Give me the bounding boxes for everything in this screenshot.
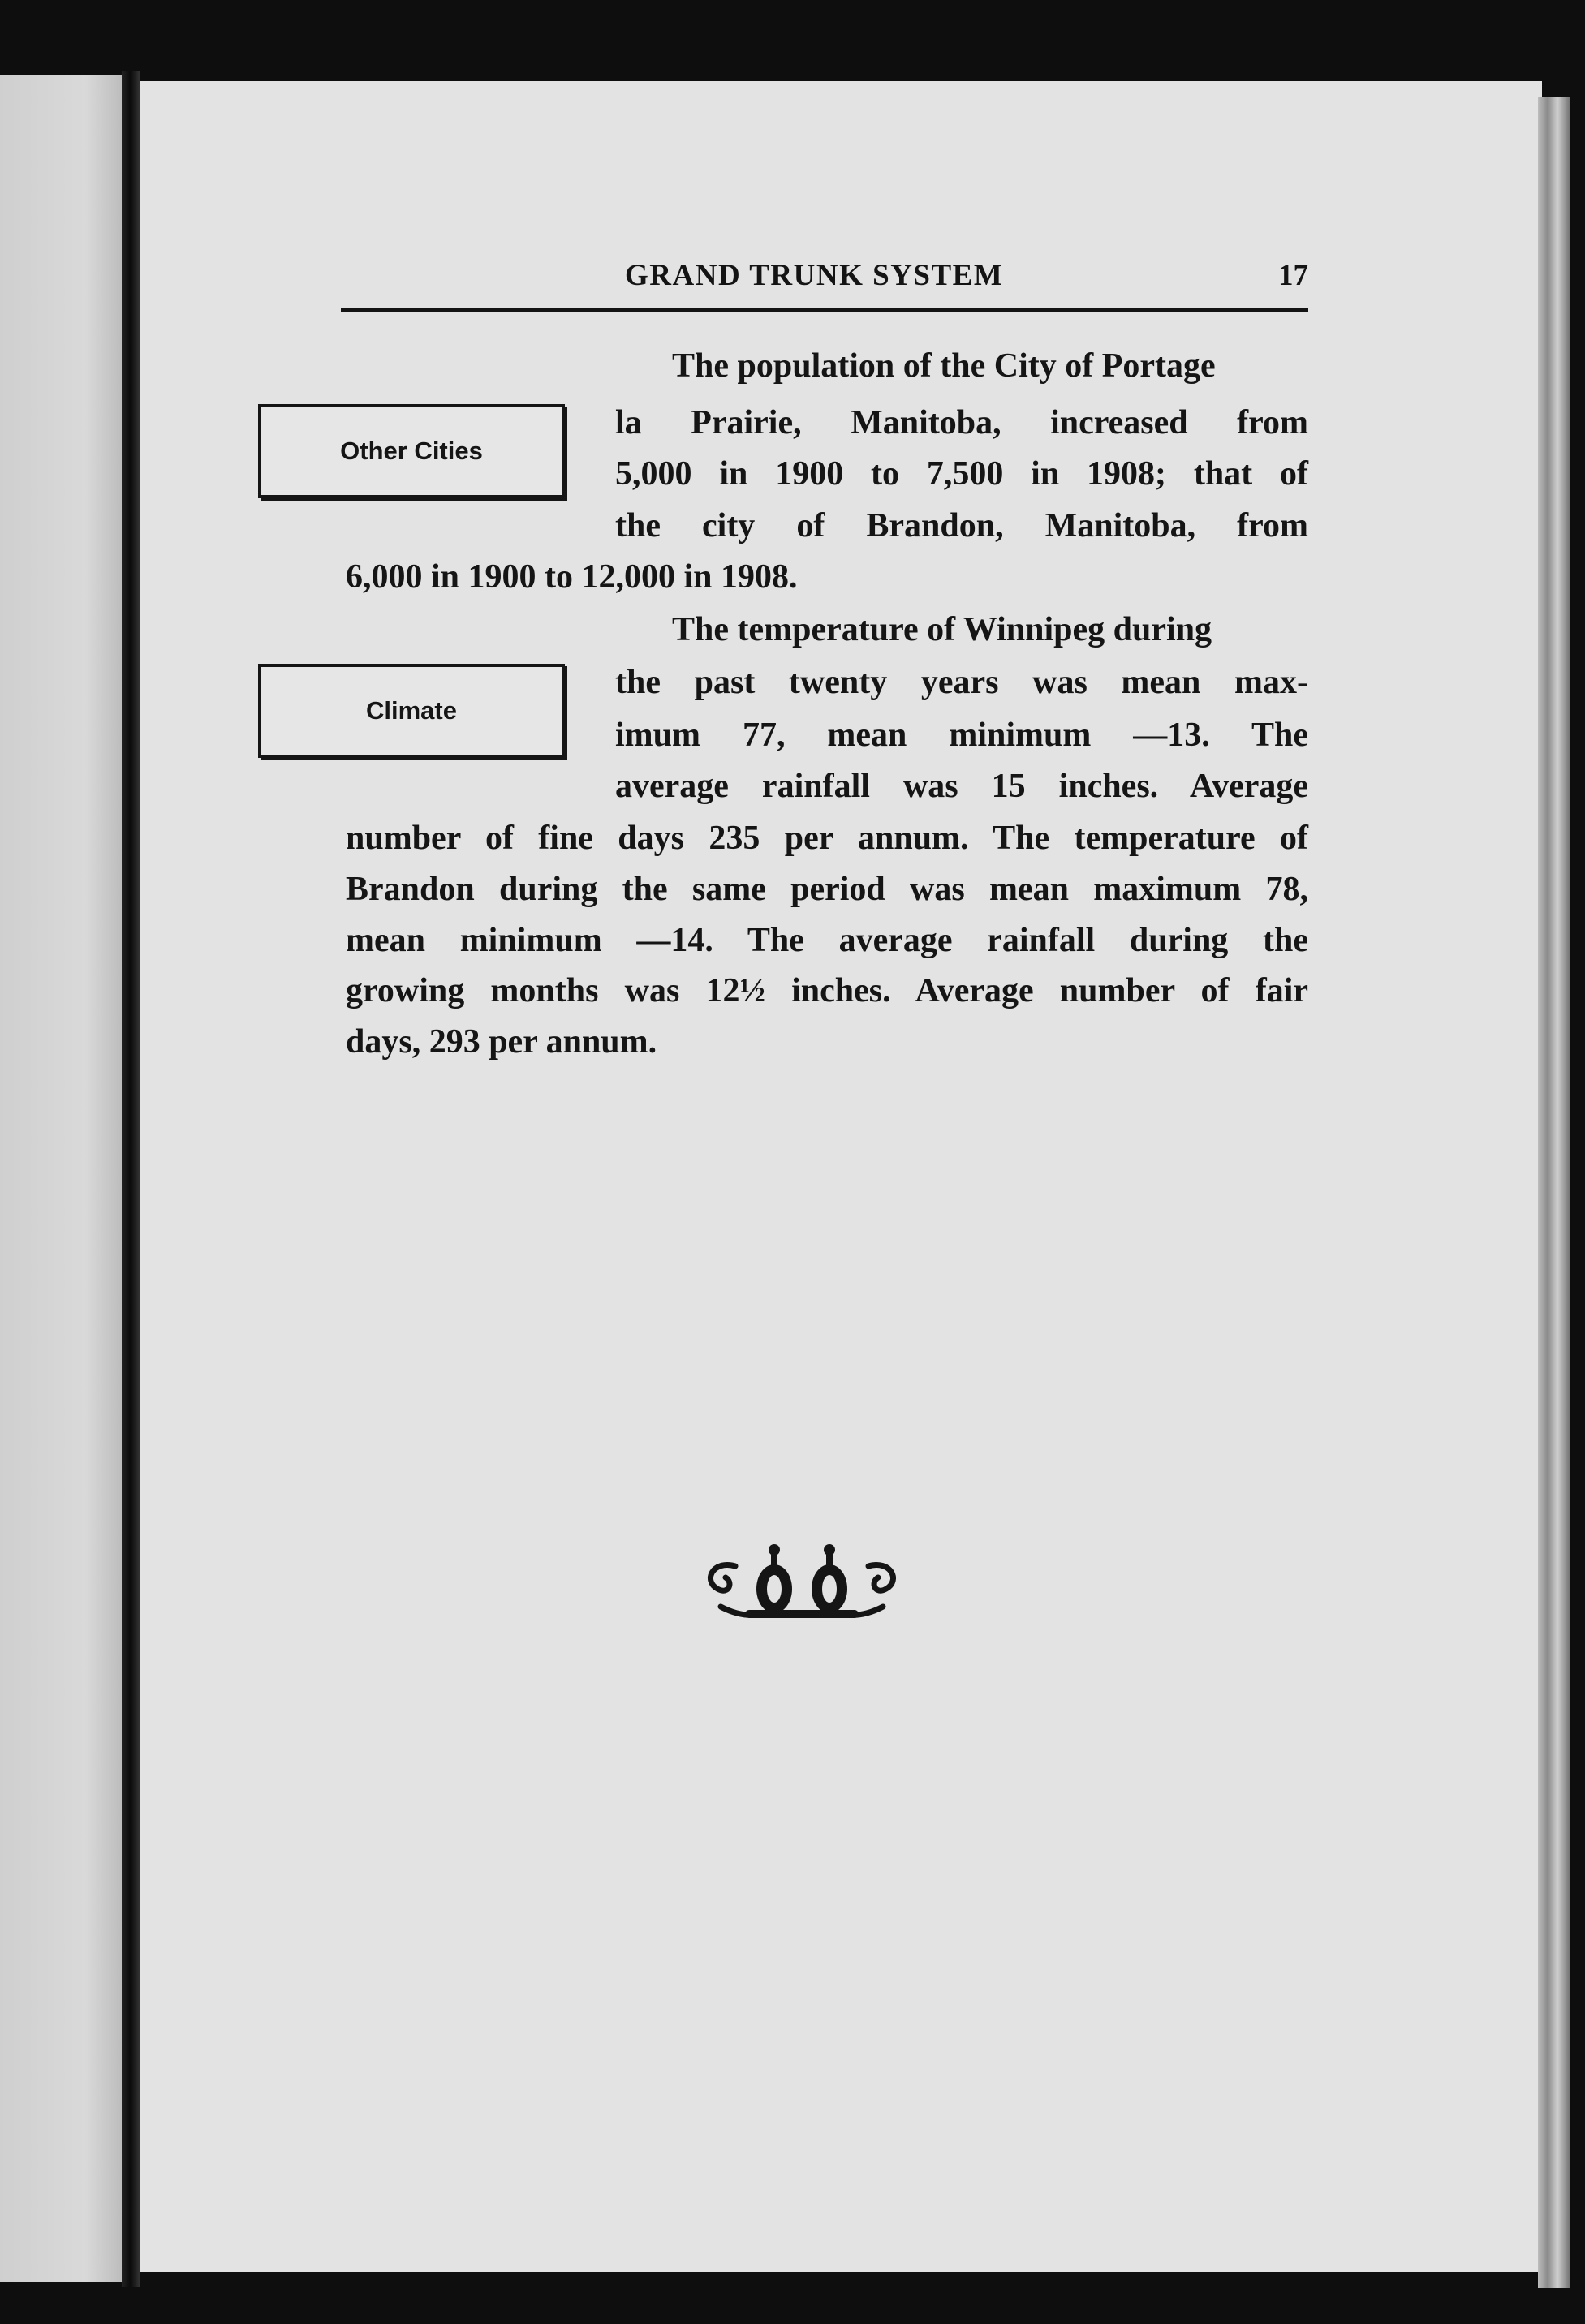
sidenote-climate — [258, 664, 565, 758]
running-head — [341, 258, 1308, 299]
text-line: mean minimum —14. The average rainfall during the — [346, 922, 1308, 959]
text-line: la Prairie, Manitoba, increased from — [615, 404, 1308, 441]
running-title: GRAND TRUNK SYSTEM — [625, 259, 1004, 292]
header-rule — [341, 308, 1308, 312]
floral-tailpiece-ornament-icon — [696, 1542, 907, 1631]
sidenote-other-cities — [258, 404, 565, 498]
text-line: The temperature of Winnipeg during — [672, 611, 1212, 648]
book-gutter — [122, 71, 140, 2287]
sidenote-label: Climate — [366, 696, 457, 725]
sidenote-label: Other Cities — [340, 437, 483, 465]
facing-page-edge — [0, 75, 122, 2282]
text-line: The population of the City of Portage — [672, 347, 1216, 385]
text-line: days, 293 per annum. — [346, 1023, 657, 1061]
text-line: imum 77, mean minimum —13. The — [615, 717, 1308, 754]
text-line: 5,000 in 1900 to 7,500 in 1908; that of — [615, 455, 1308, 493]
text-line: the city of Brandon, Manitoba, from — [615, 507, 1308, 544]
text-line: number of fine days 235 per annum. The temperature of — [346, 820, 1308, 857]
text-line: 6,000 in 1900 to 12,000 in 1908. — [346, 558, 798, 596]
text-line: growing months was 12½ inches. Average number of fair — [346, 972, 1308, 1009]
text-line: the past twenty years was mean max- — [615, 664, 1308, 701]
text-line: average rainfall was 15 inches. Average — [615, 768, 1308, 805]
page-number: 17 — [1278, 259, 1308, 292]
text-line: Brandon during the same period was mean maximum 78, — [346, 871, 1308, 908]
page-fore-edge — [1538, 97, 1570, 2288]
